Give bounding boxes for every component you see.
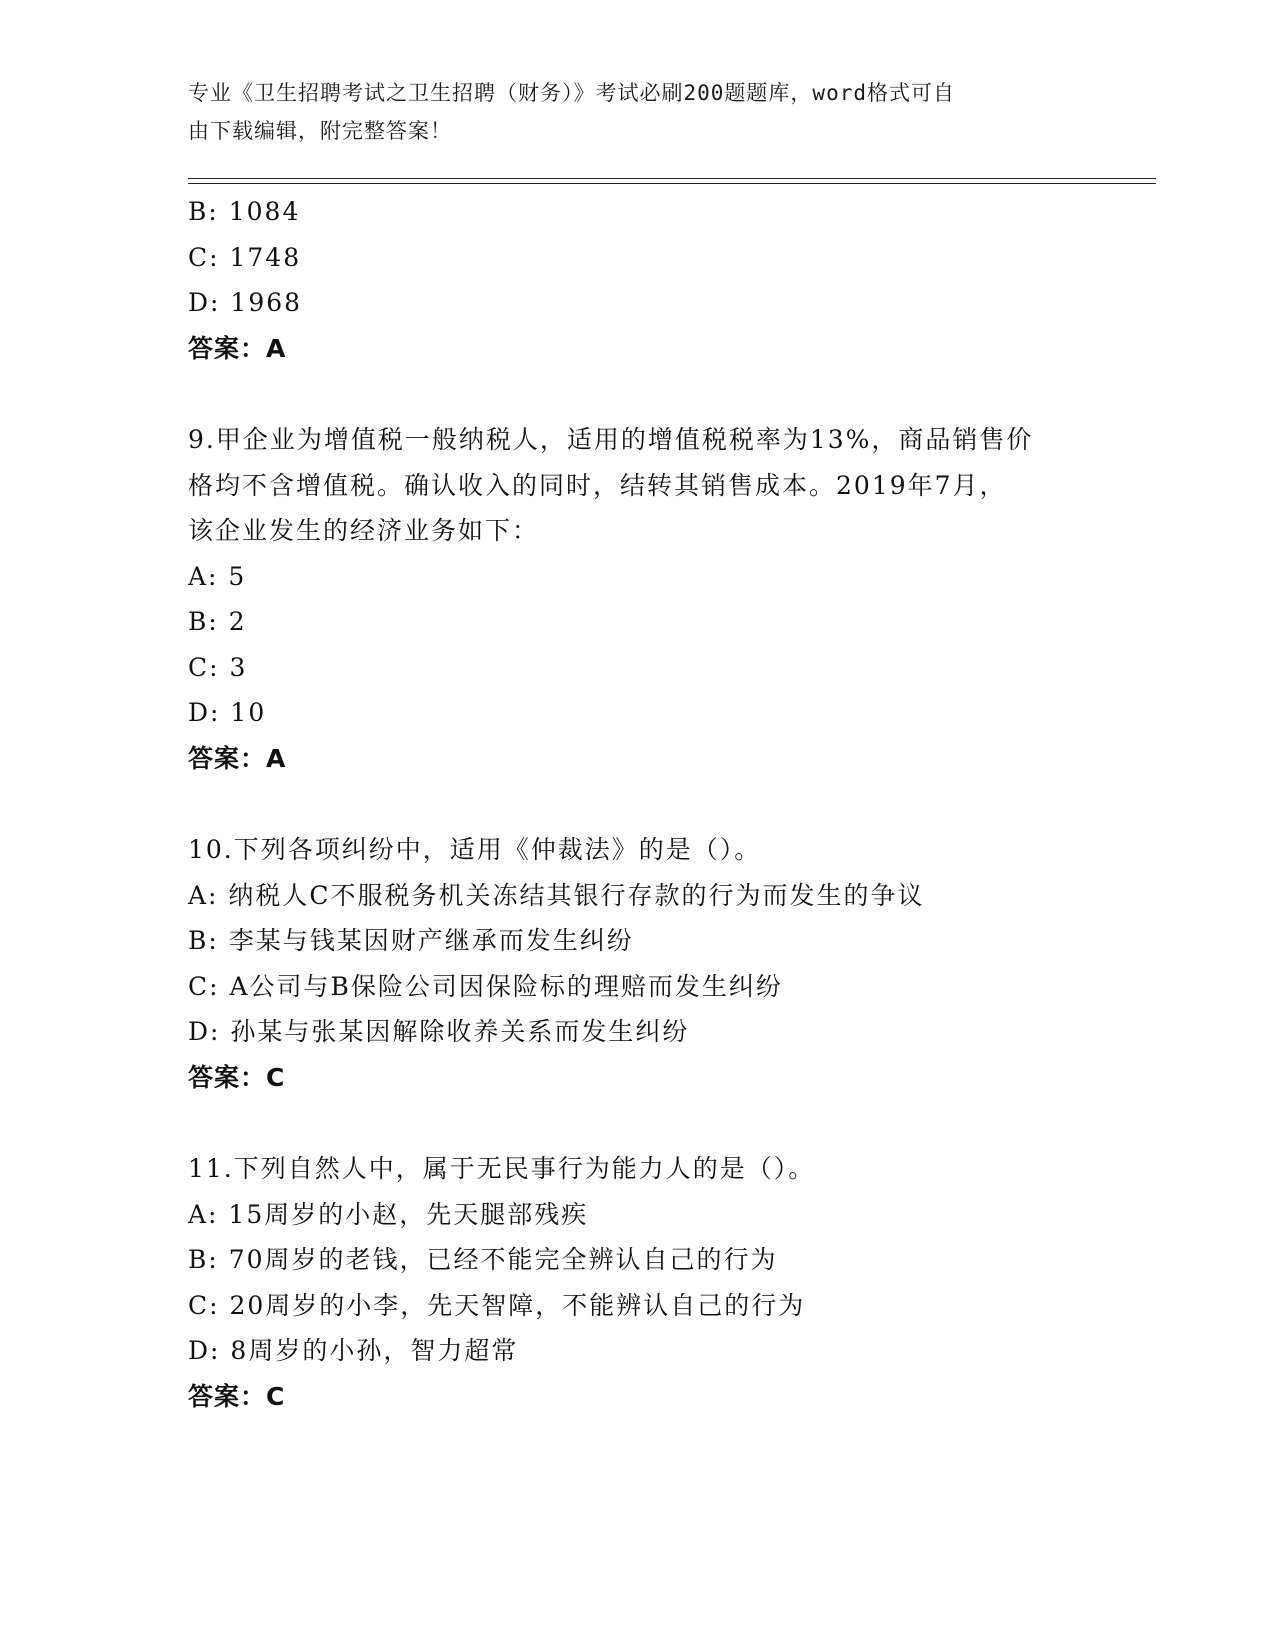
option-b: B: 1084 <box>188 197 301 226</box>
question-text-line: 该企业发生的经济业务如下： <box>188 516 540 545</box>
spacer <box>188 371 1148 417</box>
question-text-line: 10.下列各项纠纷中，适用《仲裁法》的是（）。 <box>188 835 762 864</box>
answer-label: 答案：C <box>188 1381 286 1411</box>
option-a: A: 15周岁的小赵，先天腿部残疾 <box>188 1199 589 1229</box>
option-c: C: 3 <box>188 652 248 682</box>
question-text-line: 格均不含增值税。确认收入的同时，结转其销售成本。2019年7月， <box>188 470 1007 500</box>
option-a: A: 5 <box>188 561 247 591</box>
option-b: B: 2 <box>188 607 247 636</box>
option-d: D: 10 <box>188 698 267 727</box>
option-d: D: 8周岁的小孙，智力超常 <box>188 1336 519 1365</box>
header-rule-bottom <box>188 183 1156 184</box>
answer-label: 答案：A <box>188 743 287 773</box>
option-b: B: 李某与钱某因财产继承而发生纠纷 <box>188 926 634 955</box>
option-d: D: 1968 <box>188 288 303 317</box>
option-b: B: 70周岁的老钱，已经不能完全辨认自己的行为 <box>188 1245 778 1274</box>
header-rule-top <box>188 178 1156 179</box>
header-line-2: 由下载编辑，附完整答案！ <box>188 119 452 143</box>
question-9 <box>188 417 1148 781</box>
document-header <box>188 74 1068 150</box>
question-11 <box>188 1146 1148 1419</box>
spacer <box>188 1100 1148 1146</box>
question-10 <box>188 827 1148 1100</box>
option-c: C: 20周岁的小李，先天智障，不能辨认自己的行为 <box>188 1290 806 1320</box>
header-line-1: 专业《卫生招聘考试之卫生招聘（财务）》考试必刷200题题库，word格式可自 <box>188 81 955 105</box>
option-a: A: 纳税人C不服税务机关冻结其银行存款的行为而发生的争议 <box>188 880 925 910</box>
answer-label: 答案：A <box>188 333 287 363</box>
question-8-continued <box>188 189 1148 371</box>
question-text-line: 9.甲企业为增值税一般纳税人，适用的增值税税率为13%，商品销售价 <box>188 425 1034 454</box>
option-d: D: 孙某与张某因解除收养关系而发生纠纷 <box>188 1017 690 1046</box>
option-c: C: 1748 <box>188 242 302 272</box>
question-text-line: 11.下列自然人中，属于无民事行为能力人的是（）。 <box>188 1154 816 1183</box>
option-c: C: A公司与B保险公司因保险标的理赔而发生纠纷 <box>188 971 783 1001</box>
question-list <box>188 189 1148 1419</box>
answer-label: 答案：C <box>188 1062 286 1092</box>
spacer <box>188 781 1148 827</box>
